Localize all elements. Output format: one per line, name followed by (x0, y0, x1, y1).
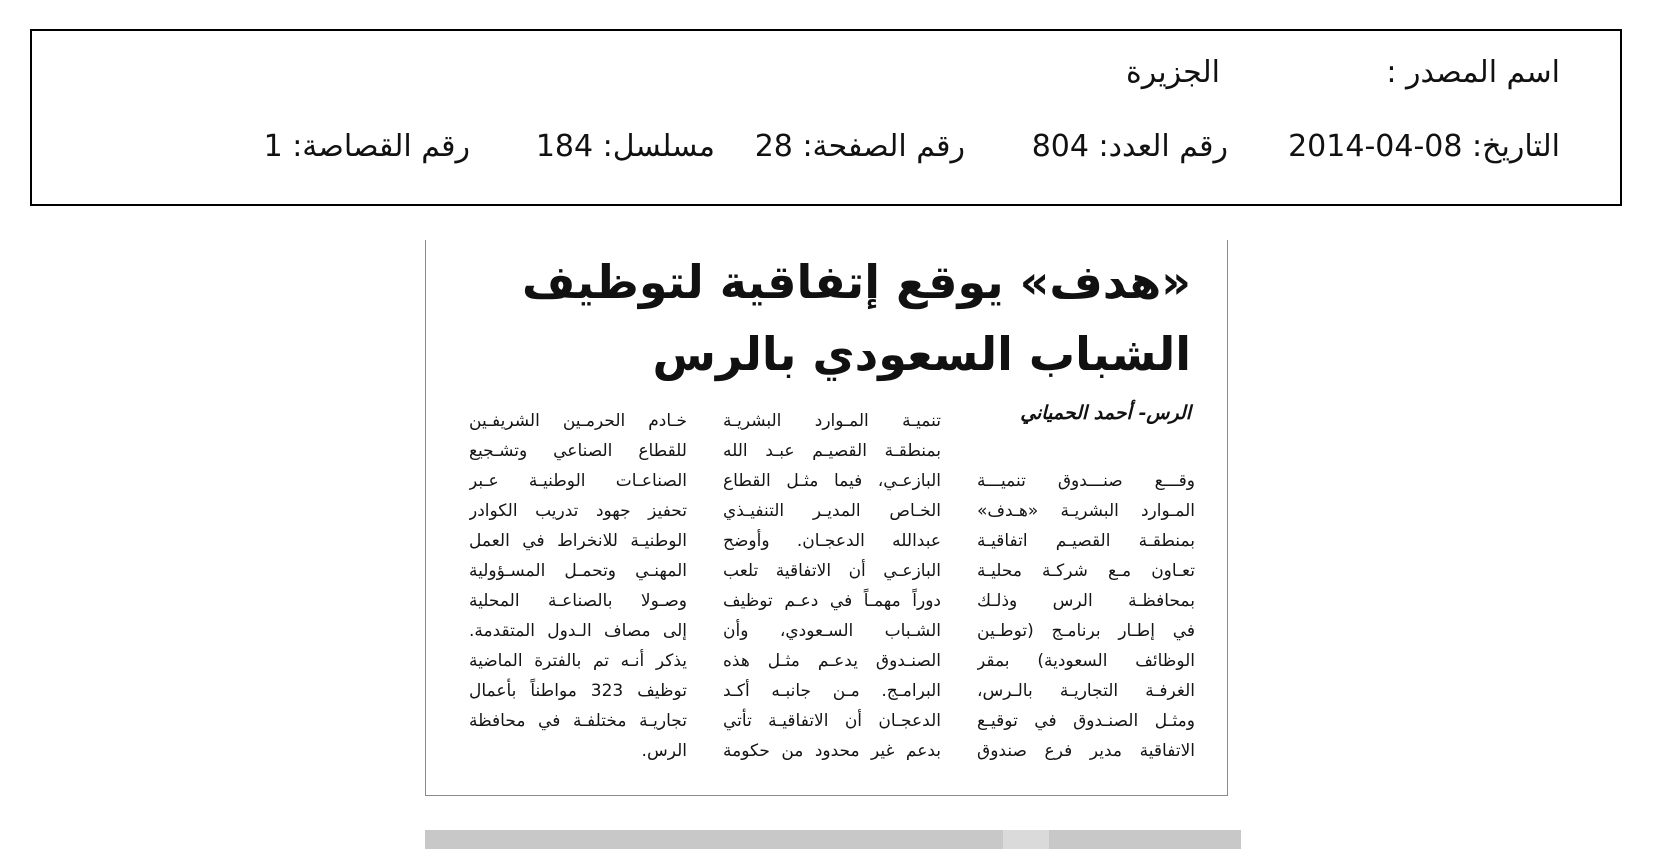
metadata-row-source (32, 53, 1620, 93)
text-line: الرس. (641, 741, 687, 761)
bottom-gray-bar (425, 830, 1241, 849)
text-line: الاتفاقية مدير فرع صندوق (977, 741, 1195, 761)
bottom-bar-light-segment (1003, 830, 1049, 849)
text-line: البازعـي، فيما مثـل القطاع (723, 471, 941, 491)
article-column-1 (977, 466, 1195, 766)
text-line: بمحافظـة الرس وذلـك (977, 591, 1195, 611)
issue-number-field: رقم العدد: 804 (1031, 129, 1228, 164)
clipping-metadata-box (30, 29, 1622, 206)
newspaper-clipping (425, 240, 1228, 796)
headline-line-1: «هدف» يوقع إتفاقية لتوظيف (521, 255, 1191, 309)
text-line: الشـباب السـعودي، وأن (723, 621, 941, 641)
text-line: الصناعـات الوطنيـة عـبر (469, 471, 687, 491)
text-line: المـوارد البشريـة «هـدف» (977, 501, 1195, 521)
text-line: الوظائف السعودية) بمقر (977, 651, 1195, 671)
clip-number-field: رقم القصاصة: 1 (263, 129, 470, 164)
text-line: توظيف 323 مواطناً بأعمال (469, 681, 687, 701)
text-line: تحفيز جهود تدريب الكوادر (469, 501, 687, 521)
text-line: البرامـج. مـن جانبـه أكـد (723, 681, 941, 701)
article-column-3 (469, 406, 687, 766)
source-label: اسم المصدر : (1386, 55, 1560, 90)
text-line: البازعـي أن الاتفاقية تلعب (723, 561, 941, 581)
headline-line-2: الشباب السعودي بالرس (652, 327, 1191, 381)
text-line: الغرفـة التجاريـة بالـرس، (977, 681, 1195, 701)
text-line: دوراً مهمـاً في دعـم توظيف (723, 591, 941, 611)
text-line: وقـــع صنـــدوق تنميـــة (977, 471, 1195, 491)
text-line: ومثـل الصنـدوق في توقيـع (977, 711, 1195, 731)
text-line: تنميـة المـوارد البشريـة (723, 411, 941, 431)
metadata-row-details (32, 127, 1620, 167)
text-line: عبدالله الدعجـان. وأوضح (723, 531, 941, 551)
text-line: الصنـدوق يدعـم مثـل هذه (723, 651, 941, 671)
serial-field: مسلسل: 184 (535, 129, 715, 164)
text-line: الوطنيـة للانخراط في العمل (469, 531, 687, 551)
text-line: المهنـي وتحمـل المسـؤولية (469, 561, 687, 581)
date-field: التاريخ: 08-04-2014 (1288, 129, 1560, 164)
text-line: تعـاون مـع شركـة محليـة (977, 561, 1195, 581)
text-line: تجاريـة مختلفـة في محافظة (469, 711, 687, 731)
text-line: الخـاص المديـر التنفيـذي (723, 501, 941, 521)
text-line: خـادم الحرمـين الشريفـين (469, 411, 687, 431)
text-line: للقطاع الصناعي وتشـجيع (469, 441, 687, 461)
byline: الرس- أحمد الحمياني (1020, 402, 1191, 424)
text-line: يذكر أنـه تم بالفترة الماضية (469, 651, 687, 671)
text-line: بمنطقـة القصيـم اتفاقيـة (977, 531, 1195, 551)
text-line: بمنطقـة القصيـم عبـد الله (723, 441, 941, 461)
text-line: وصـولا بالصناعـة المحلية (469, 591, 687, 611)
source-value: الجزيرة (1125, 55, 1220, 90)
text-line: في إطـار برنامـج (توطـين (977, 621, 1195, 641)
page-number-field: رقم الصفحة: 28 (754, 129, 965, 164)
text-line: الدعجـان أن الاتفاقيـة تأتي (723, 711, 941, 731)
article-column-2 (723, 406, 941, 766)
text-line: إلى مصاف الـدول المتقدمة. (469, 621, 687, 641)
text-line: بدعم غير محدود من حكومة (723, 741, 941, 761)
